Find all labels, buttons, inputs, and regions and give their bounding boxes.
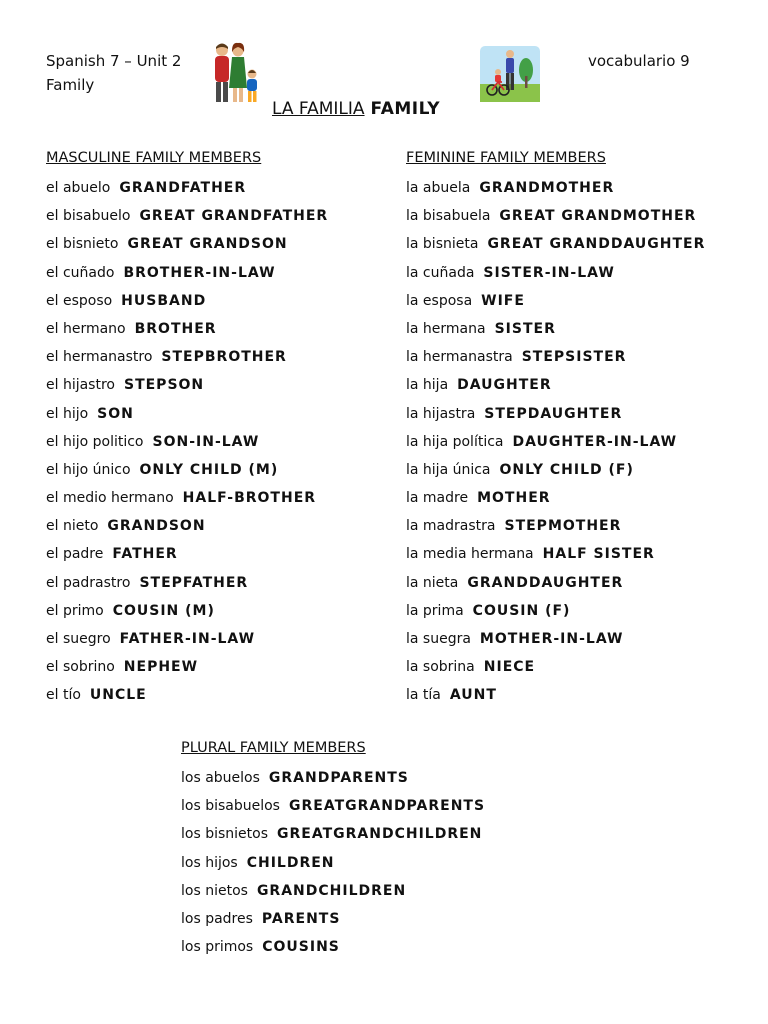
vocab-english-term: GREAT GRANDSON	[127, 236, 288, 253]
vocab-label: vocabulario 9	[588, 52, 690, 70]
vocab-row	[406, 569, 746, 597]
vocab-row	[46, 597, 386, 625]
vocab-english-term: MOTHER-IN-LAW	[479, 631, 624, 647]
vocab-row	[406, 315, 746, 343]
vocab-row	[406, 540, 746, 568]
vocab-row	[46, 681, 386, 709]
vocab-spanish-term: el bisabuelo	[46, 208, 131, 225]
vocab-spanish-term: la nieta	[406, 574, 459, 591]
vocab-english-term: DAUGHTER-IN-LAW	[512, 433, 678, 450]
course-label: Spanish 7 – Unit 2	[46, 52, 182, 70]
vocab-spanish-term: los padres	[181, 910, 253, 927]
vocab-spanish-term: la cuñada	[406, 264, 475, 281]
vocab-row	[406, 202, 746, 230]
vocab-row	[46, 484, 386, 512]
vocab-spanish-term: el cuñado	[46, 264, 115, 281]
vocab-row	[46, 174, 386, 202]
vocab-spanish-term: el hermanastro	[46, 349, 153, 366]
family-clipart-icon	[208, 40, 262, 104]
page-title	[272, 97, 440, 121]
vocab-spanish-term: los nietos	[181, 882, 248, 899]
vocab-english-term: STEPDAUGHTER	[484, 405, 623, 422]
vocab-spanish-term: los hijos	[181, 854, 238, 871]
vocab-spanish-term: los bisnietos	[181, 826, 268, 843]
vocab-spanish-term: la bisnieta	[406, 236, 479, 253]
vocab-english-term: AUNT	[449, 687, 497, 704]
plural-heading: PLURAL FAMILY MEMBERS	[181, 740, 366, 756]
vocab-spanish-term: el hijo	[46, 405, 89, 422]
vocab-spanish-term: el hijo único	[46, 461, 131, 478]
vocab-spanish-term: el abuelo	[46, 180, 111, 196]
feminine-list	[406, 174, 746, 710]
vocab-spanish-term: la bisabuela	[406, 208, 491, 225]
vocab-spanish-term: la hijastra	[406, 405, 476, 422]
vocab-spanish-term: el esposo	[46, 292, 113, 309]
vocab-spanish-term: los abuelos	[181, 770, 260, 786]
vocab-english-term: GRANDDAUGHTER	[467, 574, 624, 591]
vocab-row	[181, 792, 601, 820]
vocab-english-term: GREAT GRANDMOTHER	[499, 208, 697, 225]
vocab-row	[181, 905, 601, 933]
vocab-english-term: HALF SISTER	[542, 546, 655, 563]
vocab-english-term: NEPHEW	[123, 659, 199, 676]
vocab-english-term: COUSIN (F)	[472, 602, 571, 619]
vocab-english-term: CHILDREN	[246, 854, 335, 871]
vocab-spanish-term: la media hermana	[406, 546, 534, 563]
feminine-heading: FEMININE FAMILY MEMBERS	[406, 150, 606, 166]
vocab-english-term: NIECE	[483, 659, 536, 676]
vocab-spanish-term: el hijo politico	[46, 433, 144, 450]
vocab-row	[406, 456, 746, 484]
vocab-spanish-term: el padre	[46, 546, 104, 563]
vocab-row	[46, 259, 386, 287]
vocab-spanish-term: la hermana	[406, 320, 486, 337]
vocab-english-term: WIFE	[481, 292, 525, 309]
vocab-english-term: STEPMOTHER	[504, 518, 622, 535]
vocab-row	[406, 343, 746, 371]
topic-label: Family	[46, 76, 95, 94]
vocab-english-term: ONLY CHILD (F)	[499, 461, 634, 478]
vocab-english-term: STEPSON	[123, 377, 205, 394]
vocab-row	[406, 512, 746, 540]
vocab-row	[406, 625, 746, 653]
vocab-row	[406, 400, 746, 428]
plural-list	[181, 764, 601, 961]
vocab-spanish-term: la hija única	[406, 461, 491, 478]
vocab-row	[181, 764, 601, 792]
vocab-row	[46, 653, 386, 681]
vocab-english-term: BROTHER-IN-LAW	[123, 264, 276, 281]
vocab-row	[46, 456, 386, 484]
vocab-spanish-term: los primos	[181, 939, 254, 956]
vocab-spanish-term: el bisnieto	[46, 236, 119, 253]
vocab-spanish-term: la madre	[406, 490, 469, 507]
vocab-english-term: GREATGRANDCHILDREN	[277, 826, 483, 843]
vocab-spanish-term: el primo	[46, 602, 104, 619]
vocab-row	[406, 597, 746, 625]
vocab-row	[46, 287, 386, 315]
vocab-row	[181, 820, 601, 848]
vocab-row	[406, 174, 746, 202]
vocab-spanish-term: la tía	[406, 687, 441, 704]
vocab-english-term: GRANDMOTHER	[479, 180, 615, 196]
vocab-english-term: FATHER	[112, 546, 178, 563]
vocab-spanish-term: el hijastro	[46, 377, 115, 394]
vocab-english-term: GREAT GRANDDAUGHTER	[487, 236, 706, 253]
vocab-row	[46, 400, 386, 428]
vocab-english-term: STEPBROTHER	[161, 349, 287, 366]
vocab-spanish-term: el suegro	[46, 631, 111, 647]
vocab-spanish-term: el medio hermano	[46, 490, 174, 507]
vocab-row	[406, 230, 746, 258]
vocab-english-term: FATHER-IN-LAW	[119, 631, 256, 647]
masculine-list	[46, 174, 386, 710]
father-child-bike-clipart-icon	[480, 46, 540, 102]
vocab-english-term: GRANDFATHER	[119, 180, 247, 196]
vocab-row	[46, 343, 386, 371]
vocab-spanish-term: el padrastro	[46, 574, 131, 591]
vocab-english-term: GRANDPARENTS	[268, 770, 409, 786]
vocab-english-term: STEPSISTER	[521, 349, 627, 366]
vocab-row	[46, 202, 386, 230]
vocab-row	[181, 933, 601, 961]
vocab-row	[406, 428, 746, 456]
vocab-row	[406, 653, 746, 681]
feminine-column	[406, 147, 746, 710]
vocab-english-term: UNCLE	[89, 687, 147, 704]
vocab-spanish-term: la hija política	[406, 433, 504, 450]
vocab-row	[46, 315, 386, 343]
vocab-english-term: PARENTS	[261, 910, 341, 927]
vocab-english-term: DAUGHTER	[457, 377, 552, 394]
page-title-english: FAMILY	[370, 99, 441, 119]
vocab-spanish-term: la prima	[406, 602, 464, 619]
vocab-spanish-term: el sobrino	[46, 659, 115, 676]
vocab-spanish-term: el hermano	[46, 320, 126, 337]
vocab-english-term: COUSINS	[262, 939, 340, 956]
vocab-english-term: SISTER	[494, 320, 556, 337]
page-title-spanish: LA FAMILIA	[272, 99, 365, 119]
vocab-row	[46, 371, 386, 399]
vocab-english-term: COUSIN (M)	[112, 602, 215, 619]
vocab-spanish-term: la suegra	[406, 631, 471, 647]
vocab-english-term: GREATGRANDPARENTS	[288, 798, 486, 815]
vocab-english-term: GRANDCHILDREN	[256, 882, 407, 899]
vocab-row	[46, 230, 386, 258]
vocab-english-term: SISTER-IN-LAW	[483, 264, 615, 281]
vocab-row	[181, 877, 601, 905]
vocab-english-term: GREAT GRANDFATHER	[139, 208, 329, 225]
vocab-spanish-term: la abuela	[406, 180, 471, 196]
vocab-row	[406, 484, 746, 512]
vocab-spanish-term: el nieto	[46, 518, 99, 535]
vocab-row	[46, 540, 386, 568]
masculine-column	[46, 147, 386, 710]
vocab-spanish-term: los bisabuelos	[181, 798, 280, 815]
vocab-row	[406, 287, 746, 315]
vocab-english-term: GRANDSON	[107, 518, 206, 535]
vocab-english-term: SON-IN-LAW	[152, 433, 260, 450]
vocab-spanish-term: la madrastra	[406, 518, 496, 535]
vocab-spanish-term: el tío	[46, 687, 81, 704]
vocab-english-term: STEPFATHER	[139, 574, 249, 591]
vocab-english-term: BROTHER	[134, 320, 217, 337]
vocab-spanish-term: la sobrina	[406, 659, 475, 676]
vocab-spanish-term: la hermanastra	[406, 349, 513, 366]
vocab-spanish-term: la esposa	[406, 292, 473, 309]
vocab-row	[46, 569, 386, 597]
vocab-english-term: HALF-BROTHER	[182, 490, 317, 507]
vocab-english-term: HUSBAND	[121, 292, 207, 309]
vocab-row	[406, 259, 746, 287]
vocab-row	[46, 428, 386, 456]
vocab-row	[181, 849, 601, 877]
vocab-row	[406, 371, 746, 399]
vocab-row	[406, 681, 746, 709]
masculine-heading: MASCULINE FAMILY MEMBERS	[46, 150, 262, 166]
plural-column	[181, 737, 601, 961]
vocab-row	[46, 625, 386, 653]
vocab-english-term: ONLY CHILD (M)	[139, 461, 279, 478]
vocab-english-term: SON	[97, 405, 134, 422]
vocab-row	[46, 512, 386, 540]
vocab-english-term: MOTHER	[477, 490, 551, 507]
vocab-spanish-term: la hija	[406, 377, 449, 394]
